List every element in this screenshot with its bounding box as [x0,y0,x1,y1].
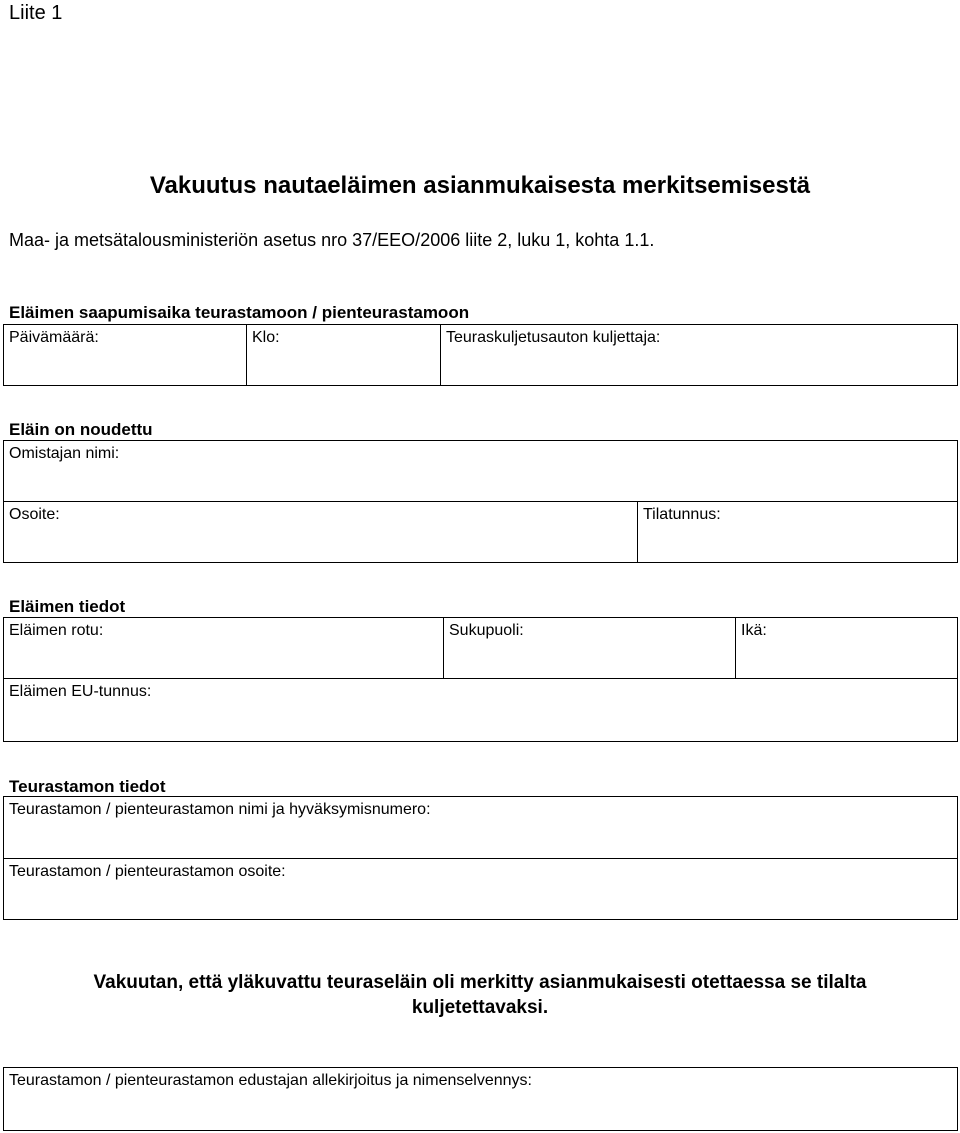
signature-label: Teurastamon / pienteurastamon edustajan allekirjoitus ja nimenselvennys: [9,1072,532,1089]
sex-field[interactable] [443,618,735,678]
breed-label: Eläimen rotu: [9,622,104,639]
date-label: Päivämäärä: [9,329,99,346]
owner-name-label: Omistajan nimi: [9,445,120,462]
time-label: Klo: [252,329,280,346]
date-field[interactable] [4,325,246,385]
slaughterhouse-address-label: Teurastamon / pienteurastamon osoite: [9,863,286,880]
owner-name-field[interactable] [4,441,957,501]
page-title: Vakuutus nautaeläimen asianmukaisesta merkitsemisestä [149,172,811,199]
declaration-line-1: Vakuutan, että yläkuvattu teuraseläin oli merkitty asianmukaisesti otettaessa se tilalta [93,972,867,993]
eu-id-label: Eläimen EU-tunnus: [9,683,152,700]
appendix-label: Liite 1 [9,2,63,24]
signature-row [3,1067,958,1131]
signature-field[interactable] [4,1068,957,1130]
farm-id-label: Tilatunnus: [643,506,721,523]
sex-label: Sukupuoli: [449,622,524,639]
eu-id-field[interactable] [4,679,957,741]
declaration-text [0,970,960,1020]
arrival-row [3,324,958,386]
pickup-heading: Eläin on noudettu [9,420,153,439]
animal-row [3,617,958,679]
time-field[interactable] [246,325,440,385]
slaughterhouse-address-field[interactable] [4,859,957,919]
regulation-reference: Maa- ja metsätalousministeriön asetus nro 37/EEO/2006 liite 2, luku 1, kohta 1.1. [9,230,655,250]
age-label: Ikä: [741,622,767,639]
breed-field[interactable] [4,618,443,678]
slaughterhouse-name-field[interactable] [4,797,957,858]
age-field[interactable] [735,618,957,678]
address-row [3,501,958,563]
owner-row [3,440,958,502]
driver-field[interactable] [440,325,957,385]
driver-label: Teuraskuljetusauton kuljettaja: [446,329,661,346]
slaughterhouse-heading: Teurastamon tiedot [9,777,166,796]
declaration-line-2: kuljetettavaksi. [411,997,549,1018]
arrival-heading: Eläimen saapumisaika teurastamoon / pienteurastamoon [9,303,470,322]
animal-heading: Eläimen tiedot [9,597,126,616]
eu-id-row [3,678,958,742]
slaughterhouse-name-row [3,796,958,859]
slaughterhouse-name-label: Teurastamon / pienteurastamon nimi ja hyväksymisnumero: [9,801,431,818]
owner-address-field[interactable] [4,502,637,562]
farm-id-field[interactable] [637,502,957,562]
owner-address-label: Osoite: [9,506,60,523]
slaughterhouse-address-row [3,858,958,920]
